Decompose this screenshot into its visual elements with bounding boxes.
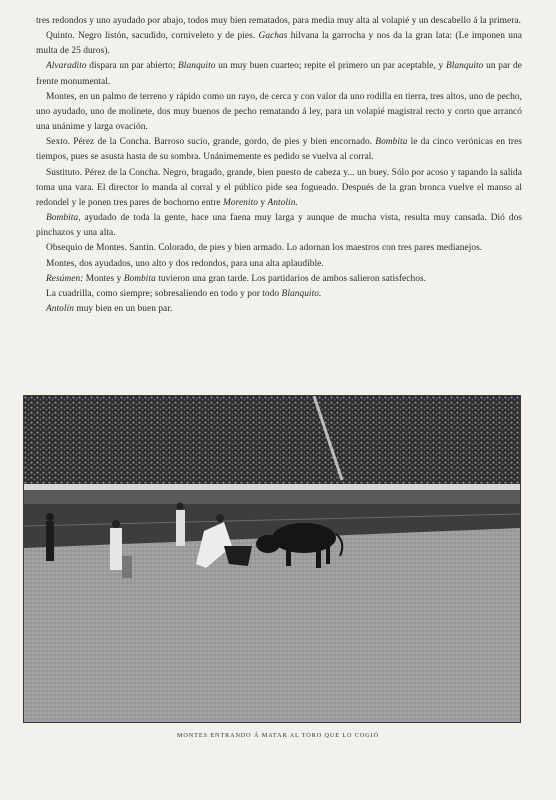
paragraph [36, 287, 522, 302]
text-run: un muy buen cuarteo; repite el primero un par aceptable, y [215, 61, 446, 72]
italic-name: Bombita [123, 273, 156, 284]
text-run: Quinto. Negro listón, sacudido, corniveleto y de pies. [46, 31, 259, 42]
text-run: muy bien en un buen par. [73, 303, 173, 314]
italic-name: Antolín. [267, 197, 298, 208]
text-run: dispara un par abierto; [86, 61, 179, 72]
italic-name: Blanquito [178, 61, 216, 72]
article-text [36, 14, 522, 317]
paragraph [36, 14, 522, 29]
paragraph [36, 90, 522, 135]
italic-name: Antolín [46, 303, 74, 314]
italic-name: Resúmen: [46, 273, 84, 284]
paragraph [36, 166, 522, 211]
paragraph [36, 302, 522, 317]
paragraph [36, 211, 522, 241]
paragraph [36, 272, 522, 287]
paragraph [36, 135, 522, 165]
text-run: tuvieron una gran tarde. Los partidarios de ambos salieron satisfechos. [155, 273, 427, 284]
bullfight-photograph [23, 395, 521, 723]
text-run: Montes, dos ayudados, uno alto y dos redondos, para una alta aplaudible. [46, 258, 324, 269]
text-run: hilvana la garrocha y nos da la gran lata: (Le imponen una multa de 25 duros). [36, 31, 522, 57]
photo-illustration [24, 396, 520, 722]
text-run: Sexto. Pérez de la Concha. Barroso sucio, grande, gordo, de pies y bien encornado. [46, 137, 376, 148]
text-run: , ayudado de toda la gente, hace una faena muy larga y aunque de mucha vista, resulta muy cansada. Dió dos pinchazos y una alta. [36, 213, 522, 239]
text-run: Montes y [83, 273, 124, 284]
text-run: tres redondos y uno ayudado por abajo, todos muy bien rematados, para media muy alta al volapié y un descabello á la primera. [36, 16, 522, 26]
text-run: Montes, en un palmo de terreno y rápido como un rayo, de cerca y con valor da uno rodilla en tierra, tres altos, uno de pecho, uno ayudado, uno de molinete, dos muy buenos de pecho rematando á ley, para un volapié magistral recto y corto que arrancó una unánime y larga ovación. [36, 91, 522, 133]
text-run: y [257, 197, 268, 208]
photo-caption: MONTES ENTRANDO Á MATAR AL TORO QUE LO COGIÓ [177, 732, 379, 739]
text-run: le da cinco verónicas en tres tiempos, pues se asusta hasta de su sombra. Unánimemente es pedido se vuelva al corral. [36, 137, 522, 163]
paragraph [36, 29, 522, 59]
italic-name: Blanquito. [281, 288, 322, 299]
italic-name: Bombita [46, 213, 79, 224]
paragraph [36, 257, 522, 272]
italic-name: Alvaradito [46, 61, 87, 72]
italic-name: Bombita [375, 137, 408, 148]
italic-name: Morenito [223, 197, 258, 208]
text-run: Sustituto. Pérez de la Concha. Negro, bragado, grande, bien puesto de cabeza y... un buey. Sólo por acoso y tapando la salida toma una vara. El director lo manda al corral y el público pide sea fogueado. Después de la gran bronca vuelve el manso al redondel y le ponen tres pares de bochorno entre [36, 167, 522, 208]
paragraph [36, 59, 522, 89]
text-run: La cuadrilla, como siempre; sobresaliendo en todo y por todo [46, 288, 282, 299]
paragraph [36, 241, 522, 256]
text-run: un par de frente monumental. [36, 61, 522, 87]
italic-name: Blanquito [445, 61, 484, 72]
italic-name: Gachas [258, 31, 288, 42]
text-run: Obsequio de Montes. Santín. Colorado, de pies y bien armado. Lo adornan los maestros con tres pares medianejos. [46, 243, 483, 254]
